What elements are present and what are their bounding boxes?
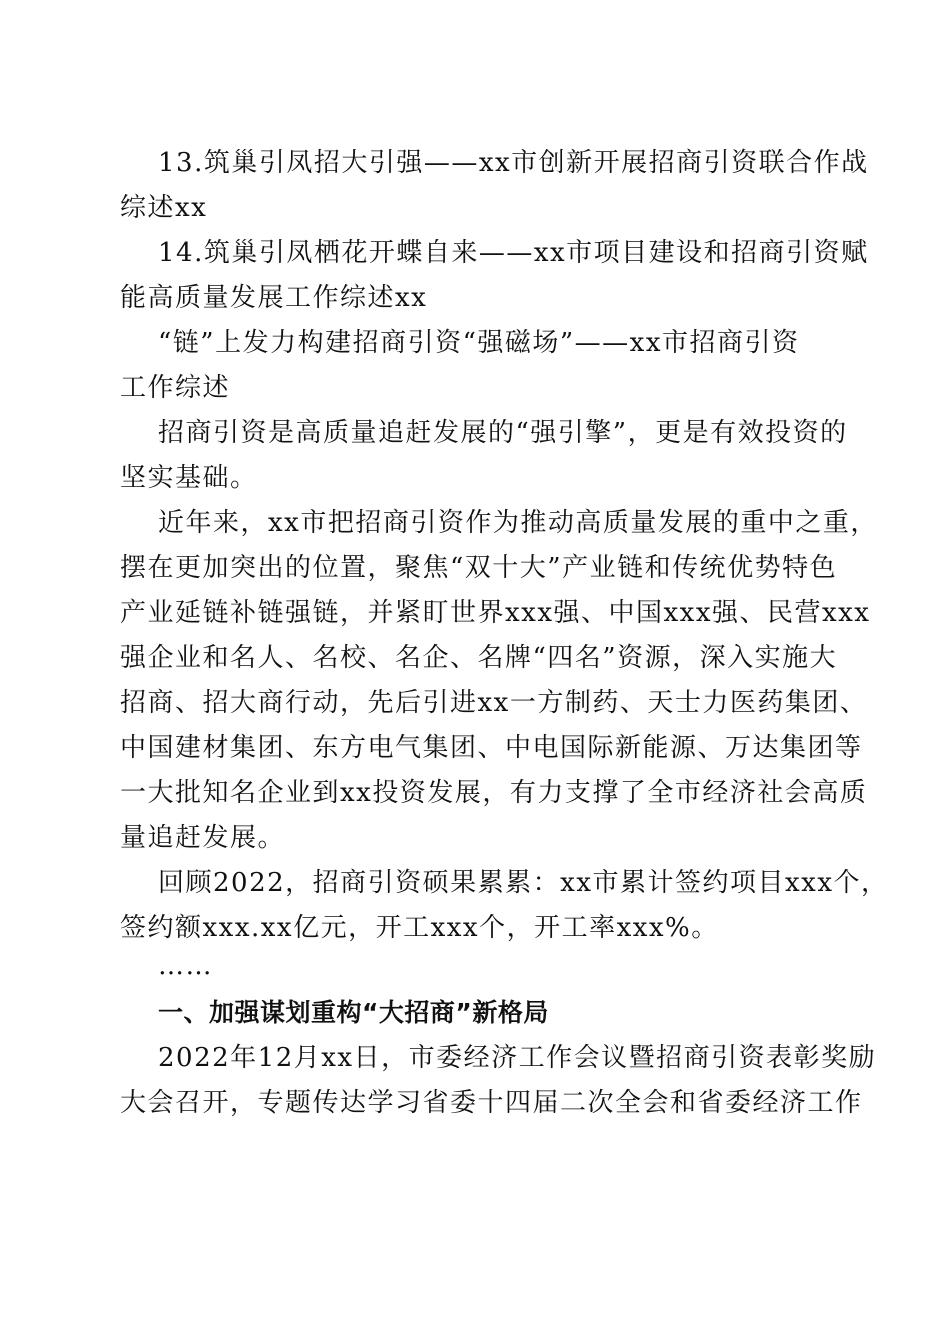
paragraph-2-line-4: 强企业和名人、名校、名企、名牌“四名”资源，深入实施大 bbox=[120, 643, 838, 673]
paragraph-2-line-5: 招商、招大商行动，先后引进xx一方制药、天士力医药集团、 bbox=[120, 688, 868, 718]
paragraph-1-line-2: 坚实基础。 bbox=[120, 463, 258, 493]
paragraph-1-line-1: 招商引资是高质量追赶发展的“强引擎”，更是有效投资的 bbox=[158, 418, 848, 448]
paragraph-2-line-8: 量追赶发展。 bbox=[120, 823, 286, 853]
paragraph-3-line-2: 签约额xxx.xx亿元，开工xxx个，开工率xxx%。 bbox=[120, 913, 719, 943]
paragraph-2-line-1: 近年来，xx市把招商引资作为推动高质量发展的重中之重， bbox=[158, 508, 878, 538]
paragraph-2-line-3: 产业延链补链强链，并紧盯世界xxx强、中国xxx强、民营xxx bbox=[120, 598, 871, 628]
paragraph-2-line-2: 摆在更加突出的位置，聚焦“双十大”产业链和传统优势特色 bbox=[120, 553, 838, 583]
paragraph-3-line-1: 回顾2022，招商引资硕果累累：xx市累计签约项目xxx个， bbox=[158, 868, 889, 898]
item-13-line-2: 综述xx bbox=[120, 193, 208, 223]
section-1-paragraph-line-2: 大会召开，专题传达学习省委十四届二次全会和省委经济工作 bbox=[120, 1088, 863, 1118]
item-14-line-2: 能高质量发展工作综述xx bbox=[120, 283, 428, 313]
item-13-line-1: 13.筑巢引凤招大引强——xx市创新开展招商引资联合作战 bbox=[158, 148, 869, 178]
article-title-line-2: 工作综述 bbox=[120, 373, 231, 403]
article-title-line-1: “链”上发力构建招商引资“强磁场”——xx市招商引资 bbox=[158, 328, 800, 358]
item-14-line-1: 14.筑巢引凤栖花开蝶自来——xx市项目建设和招商引资赋 bbox=[158, 238, 869, 268]
section-1-paragraph-line-1: 2022年12月xx日，市委经济工作会议暨招商引资表彰奖励 bbox=[158, 1043, 877, 1073]
paragraph-2-line-6: 中国建材集团、东方电气集团、中电国际新能源、万达集团等 bbox=[120, 733, 863, 763]
paragraph-2-line-7: 一大批知名企业到xx投资发展，有力支撑了全市经济社会高质 bbox=[120, 778, 868, 808]
ellipsis: …… bbox=[158, 951, 213, 981]
section-1-heading: 一、加强谋划重构“大招商”新格局 bbox=[158, 998, 549, 1027]
